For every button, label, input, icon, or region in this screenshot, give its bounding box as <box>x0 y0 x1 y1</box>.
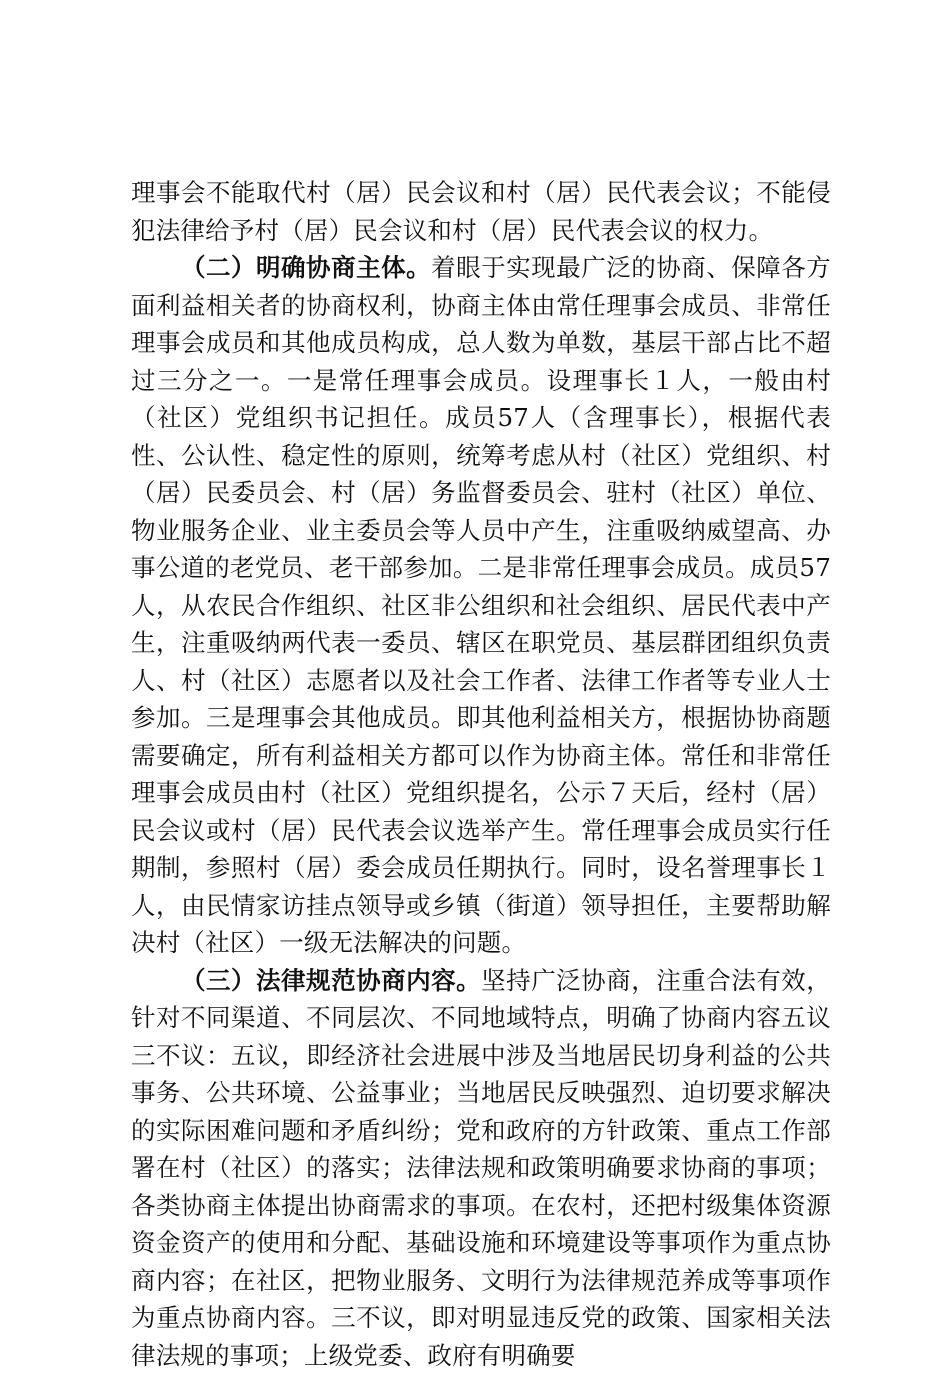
paragraph-section-2 <box>131 249 831 962</box>
section-heading: （三）法律规范协商内容。 <box>181 966 481 995</box>
paragraph-text: 坚持广泛协商，注重合法有效，针对不同渠道、不同层次、不同地域特点，明确了协商内容五议三不议：五议，即经济社会进展中涉及当地居民切身利益的公共事务、公共环境、公益事业；当地居民反映强烈、迫切要求解决的实际困难问题和矛盾纠纷；党和政府的方针政策、重点工作部署在村（社区）的落实；法律法规和政策明确要求协商的事项；各类协商主体提出协商需求的事项。在农村，还把村级集体资源资金资产的使用和分配、基础设施和环境建设等事项作为重点协商内容；在社区，把物业服务、文明行为法律规范养成等事项作为重点协商内容。三不议，即对明显违反党的政策、国家相关法律法规的事项；上级党委、政府有明确要 <box>131 966 831 1370</box>
document-body <box>131 174 831 1374</box>
paragraph-text: 着眼于实现最广泛的协商、保障各方面利益相关者的协商权利，协商主体由常任理事会成员、非常任理事会成员和其他成员构成，总人数为单数，基层干部占比不超过三分之一。一是常任理事会成员。设理事长１人，一般由村（社区）党组织书记担任。成员57人（含理事长），根据代表性、公认性、稳定性的原则，统筹考虑从村（社区）党组织、村（居）民委员会、村（居）务监督委员会、驻村（社区）单位、物业服务企业、业主委员会等人员中产生，注重吸纳威望高、办事公道的老党员、老干部参加。二是非常任理事会成员。成员57人，从农民合作组织、社区非公组织和社会组织、居民代表中产生，注重吸纳两代表一委员、辖区在职党员、基层群团组织负责人、村（社区）志愿者以及社会工作者、法律工作者等专业人士参加。三是理事会其他成员。即其他利益相关方，根据协协商题需要确定，所有利益相关方都可以作为协商主体。常任和非常任理事会成员由村（社区）党组织提名，公示７天后，经村（居）民会议或村（居）民代表会议选举产生。常任理事会成员实行任期制，参照村（居）委会成员任期执行。同时，设名誉理事长１人，由民情家访挂点领导或乡镇（街道）领导担任，主要帮助解决村（社区）一级无法解决的问题。 <box>131 253 831 957</box>
section-heading: （二）明确协商主体。 <box>181 253 431 282</box>
paragraph-text: 理事会不能取代村（居）民会议和村（居）民代表会议；不能侵犯法律给予村（居）民会议和村（居）民代表会议的权力。 <box>131 178 831 245</box>
paragraph-continuation <box>131 174 831 249</box>
paragraph-section-3 <box>131 962 831 1374</box>
